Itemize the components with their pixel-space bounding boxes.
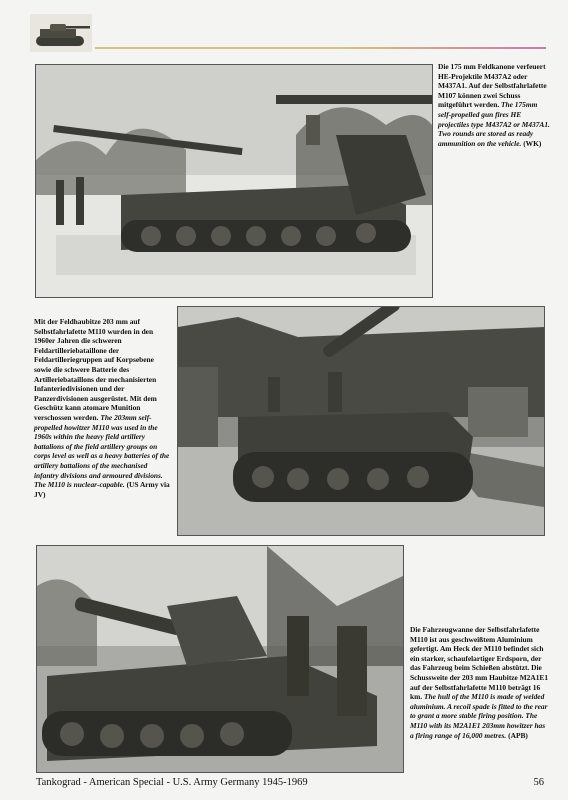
caption-credit: (WK) <box>523 138 542 148</box>
caption-english: The 175mm self-propelled gun fires HE projectiles type M437A2 or M437A1. Two rounds are stored as ready ammunition on the vehicle. <box>438 100 550 148</box>
caption-m107 <box>438 62 550 148</box>
caption-credit: (US Army via JV) <box>34 480 170 499</box>
tank-icon <box>30 14 92 52</box>
caption-german: Die Fahrzeugwanne der Selbstfahrlafette M110 ist aus geschweißtem Aluminium gefertigt. Am Heck der M110 befindet sich ein starker, schaufelartiger Erdsporn, der das Fahrzeug beim Schießen abstützt. Die Schussweite der 203 mm Haubitze M2A1E1 auf der Selbstfahrlafette M110 beträgt 16 km. <box>410 625 549 702</box>
page-number: 56 <box>533 777 544 788</box>
caption-english: The 203mm self-propelled howitzer M110 was used in the 1960s within the heavy field artillery battalions of the field artillery groups on corps level as well as a heavy batteries of the artillery battalions of the mechanised infantry divisions and armoured divisions. The M110 is nuclear-capable. <box>34 412 170 490</box>
caption-german: Die 175 mm Feldkanone verfeuert HE-Projektile M437A2 oder M437A1. Auf der Selbstfahrlafette M107 können zwei Schuss mitgeführt werden. <box>438 62 547 110</box>
photo-m107-gun <box>35 64 433 298</box>
photo-m110-hull <box>36 545 404 773</box>
caption-credit: (APB) <box>508 730 528 740</box>
photo-m110-road <box>177 306 545 536</box>
caption-m110-howitzer <box>34 317 172 499</box>
caption-english: The hull of the M110 is made of welded aluminium. A recoil spade is fitted to the rear to grant a more stable firing position. The M110 with its M2A1E1 203mm howitzer has a firing range of 16,000 metres. <box>410 692 548 740</box>
footer-title: Tankograd - American Special - U.S. Army Germany 1945-1969 <box>36 777 308 788</box>
caption-german: Mit der Feldhaubitze 203 mm auf Selbstfahrlafette M110 wurden in den 1960er Jahren die schweren Feldartilleriebataillone der Feldartilleriegruppen auf Korpsebene sowie die schwere Batterie des Artilleriebataillons der mechanisierten Infanteriedivisionen und der Panzerdivisionen ausgerüstet. Mit dem Geschütz kann atomare Munition verschossen werden. <box>34 317 157 422</box>
header-accent-line <box>95 47 546 49</box>
caption-m110-hull <box>410 625 550 740</box>
